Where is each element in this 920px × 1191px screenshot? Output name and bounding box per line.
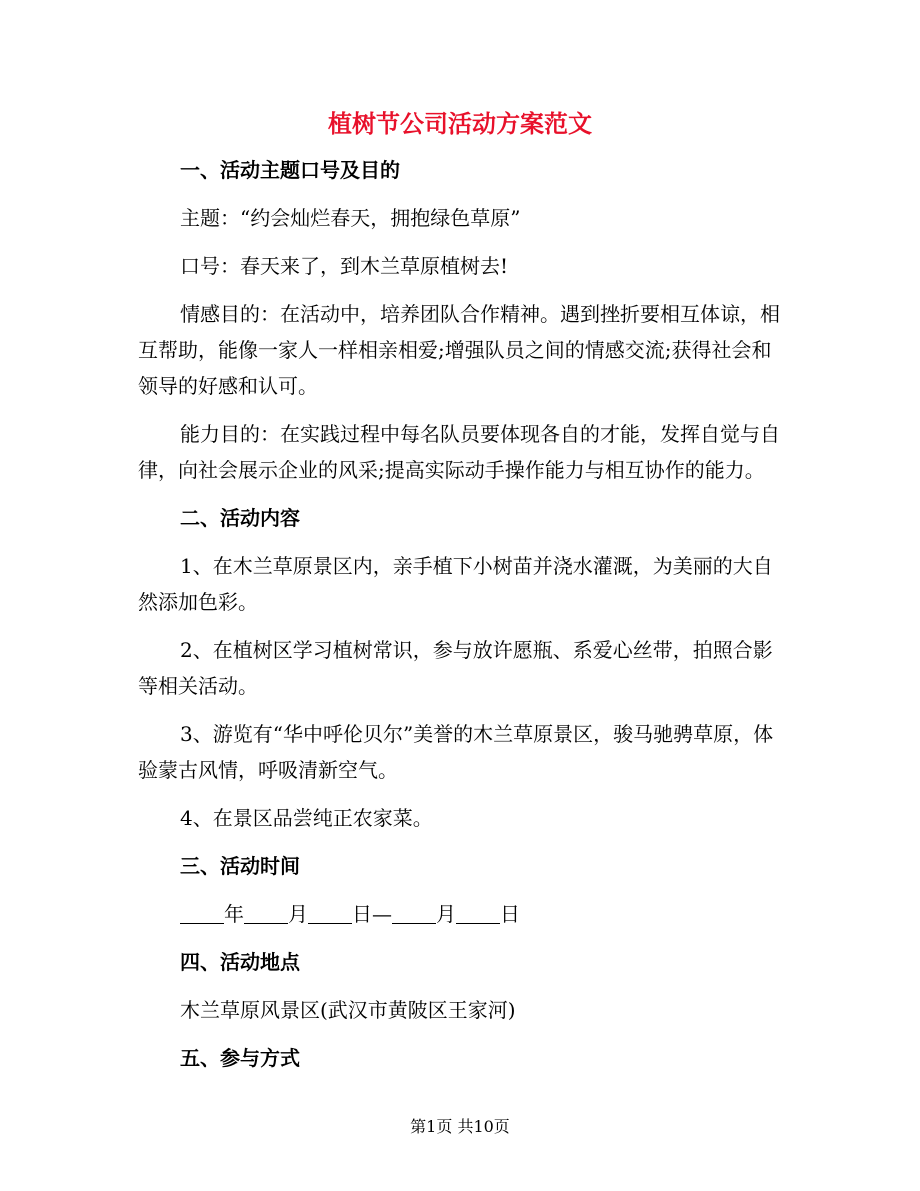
blank-line [456,903,500,924]
document-body [138,152,788,1088]
slogan-paragraph: 口号：春天来了，到木兰草原植树去! [180,254,509,278]
blank-line [244,903,288,924]
section-heading-3: 三、活动时间 [180,854,300,878]
page-footer: 第1页 共10页 [410,1117,510,1136]
date-year-label: 年 [224,902,244,926]
date-month2-label: 月 [436,902,456,926]
date-month-label: 月 [288,902,308,926]
document-title: 植树节公司活动方案范文 [328,109,592,138]
section-heading-1: 一、活动主题口号及目的 [180,158,400,182]
blank-line [180,903,224,924]
content-item-3: 3、游览有“华中呼伦贝尔”美誉的木兰草原景区，骏马驰骋草原，体验蒙古风情，呼吸清新空气。 [138,722,774,782]
emotion-goal-paragraph: 情感目的：在活动中，培养团队合作精神。遇到挫折要相互体谅，相互帮助，能像一家人一样相亲相爱;增强队员之间的情感交流;获得社会和领导的好感和认可。 [138,302,780,398]
theme-paragraph: 主题：“约会灿烂春天，拥抱绿色草原” [180,206,521,230]
date-day-label: 日— [352,902,392,926]
content-item-4: 4、在景区品尝纯正农家菜。 [180,806,433,830]
section-heading-2: 二、活动内容 [180,506,300,530]
ability-goal-paragraph: 能力目的：在实践过程中每名队员要体现各自的才能，发挥自觉与自律，向社会展示企业的风采;提高实际动手操作能力与相互协作的能力。 [138,422,780,482]
section-heading-4: 四、活动地点 [180,950,300,974]
activity-place: 木兰草原风景区(武汉市黄陂区王家河) [180,998,516,1022]
blank-line [392,903,436,924]
content-item-2: 2、在植树区学习植树常识，参与放许愿瓶、系爱心丝带，拍照合影等相关活动。 [138,638,773,698]
activity-date-line [138,896,788,932]
date-day2-label: 日 [500,902,520,926]
content-item-1: 1、在木兰草原景区内，亲手植下小树苗并浇水灌溉，为美丽的大自然添加色彩。 [138,554,773,614]
blank-line [308,903,352,924]
section-heading-5: 五、参与方式 [180,1046,300,1070]
